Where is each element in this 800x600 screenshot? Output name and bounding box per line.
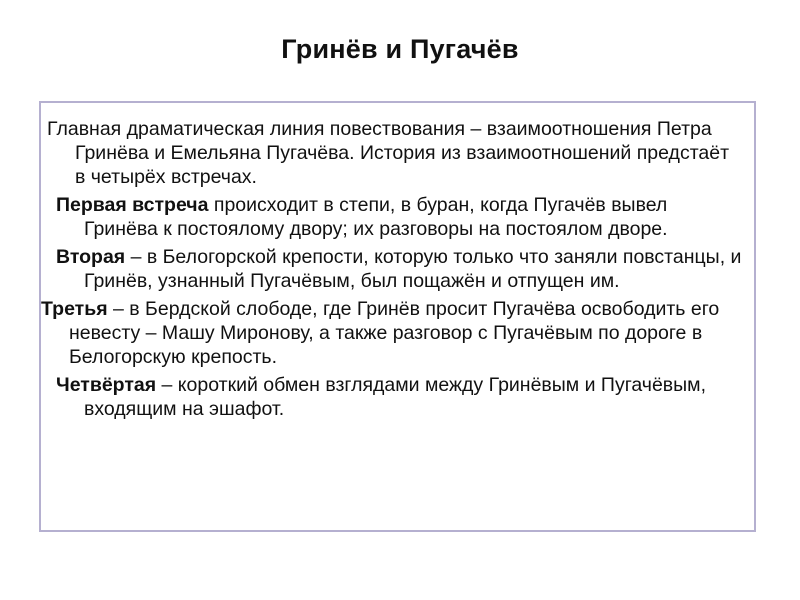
second-meeting-heading: Вторая (56, 246, 126, 268)
second-meeting-text: – в Белогорской крепости, которую только что заняли повстанцы, и Гринёв, узнанный Пугачёвым, был пощажён и отпущен им. (84, 246, 742, 292)
third-meeting-heading: Третья (41, 298, 108, 320)
first-meeting-heading: Первая встреча (56, 194, 209, 216)
fourth-meeting-paragraph (56, 373, 742, 421)
first-meeting-text: происходит в степи, в буран, когда Пугачёв вывел Гринёва к постоялому двору; их разговоры на постоялом дворе. (84, 194, 668, 240)
third-meeting-text: – в Бердской слободе, где Гринёв просит Пугачёва освободить его невесту – Машу Миронову, а также разговор с Пугачёвым по дороге в Белогорскую крепость. (69, 298, 720, 368)
third-meeting-paragraph (41, 297, 742, 369)
slide-title: Гринёв и Пугачёв (281, 34, 519, 64)
first-meeting-paragraph (56, 193, 742, 241)
intro-text: Главная драматическая линия повествования – взаимоотношения Петра Гринёва и Емельяна Пугачёва. История из взаимоотношений предстаёт в четырёх встречах. (47, 118, 730, 188)
fourth-meeting-text: – короткий обмен взглядами между Гринёвым и Пугачёвым, входящим на эшафот. (84, 374, 706, 420)
content-box (39, 101, 756, 532)
fourth-meeting-heading: Четвёртая (56, 374, 157, 396)
second-meeting-paragraph (56, 245, 742, 293)
intro-paragraph (47, 117, 742, 189)
